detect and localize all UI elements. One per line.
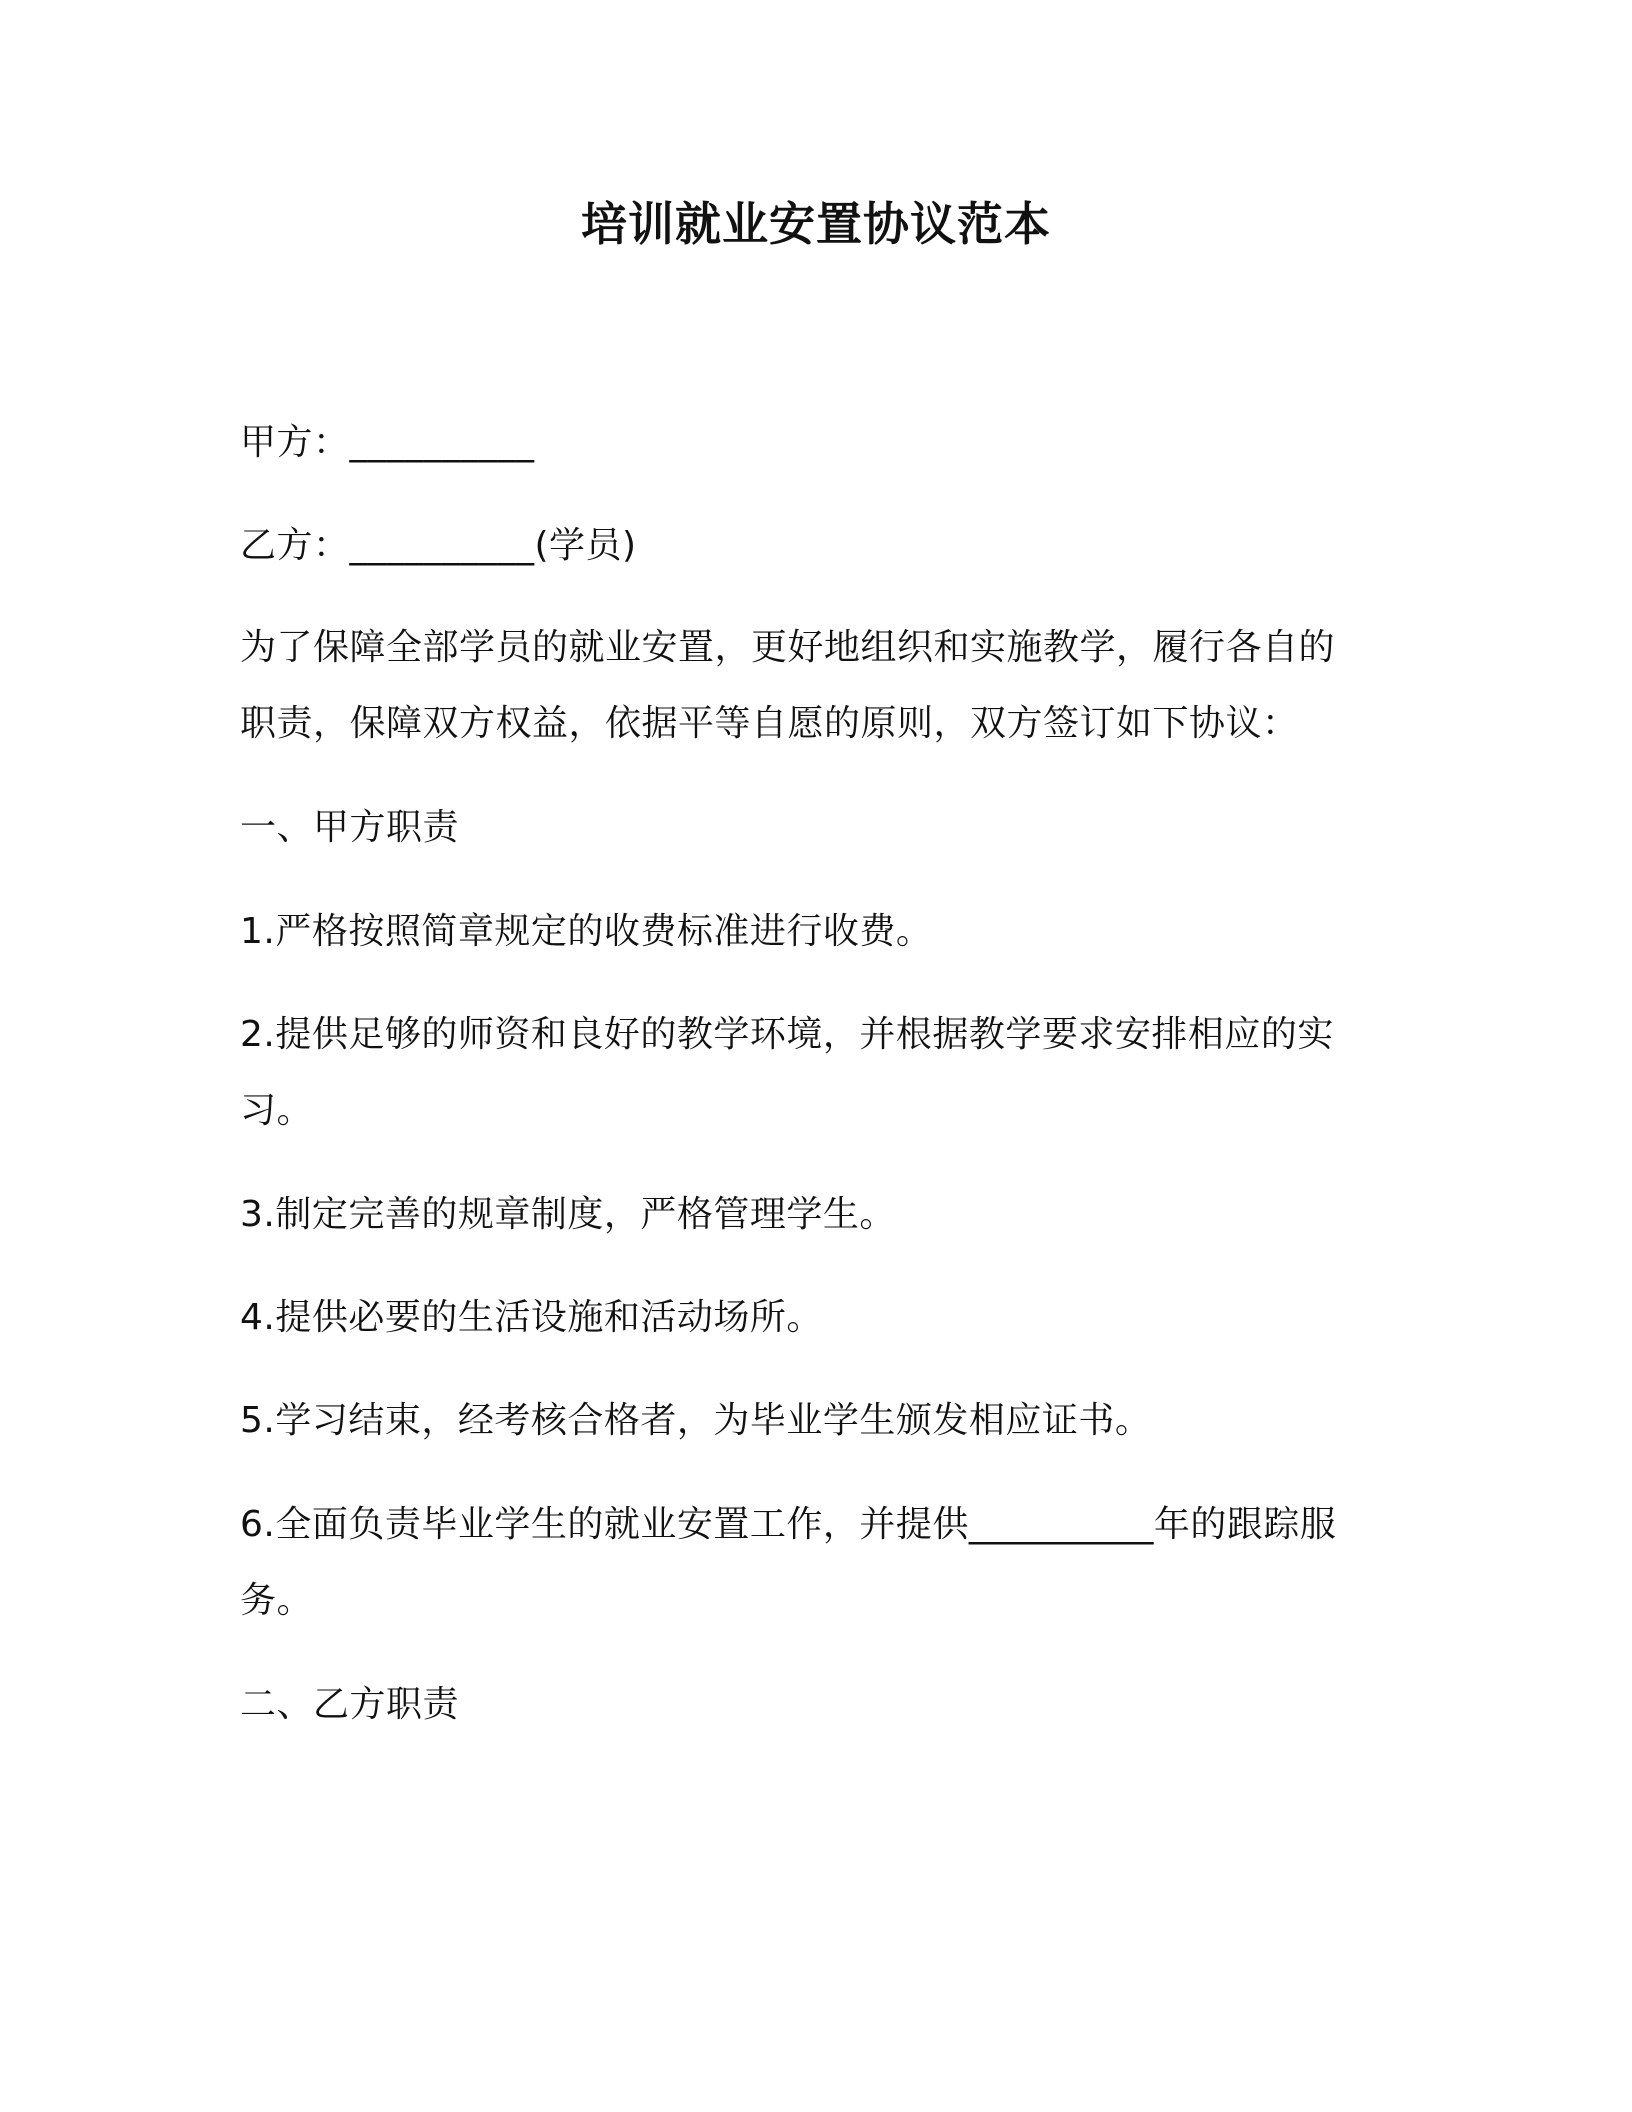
party-a-item-2-line-2: 习。 [240, 1090, 314, 1131]
party-a-item-4: 4.提供必要的生活设施和活动场所。 [240, 1297, 823, 1338]
party-a-item-6-line-1: 6.全面负责毕业学生的就业安置工作，并提供__________年的跟踪服 [240, 1504, 1337, 1545]
party-a-item-3: 3.制定完善的规章制度，严格管理学生。 [240, 1194, 896, 1235]
document-title: 培训就业安置协议范本 [581, 197, 1051, 251]
party-a-item-2-line-1: 2.提供足够的师资和良好的教学环境，并根据教学要求安排相应的实 [240, 1014, 1334, 1055]
intro-line-2: 职责，保障双方权益，依据平等自愿的原则，双方签订如下协议： [240, 703, 1299, 744]
intro-line-1: 为了保障全部学员的就业安置，更好地组织和实施教学，履行各自的 [240, 627, 1336, 668]
section-heading-party-a-duties: 一、甲方职责 [240, 807, 460, 848]
party-a-line: 甲方：__________ [240, 422, 535, 463]
party-a-item-5: 5.学习结束，经考核合格者，为毕业学生颁发相应证书。 [240, 1400, 1152, 1441]
section-heading-party-b-duties: 二、乙方职责 [240, 1684, 460, 1725]
party-b-line: 乙方：__________(学员) [240, 525, 637, 566]
party-a-item-1: 1.严格按照简章规定的收费标准进行收费。 [240, 911, 933, 952]
party-a-item-6-line-2: 务。 [240, 1580, 314, 1621]
